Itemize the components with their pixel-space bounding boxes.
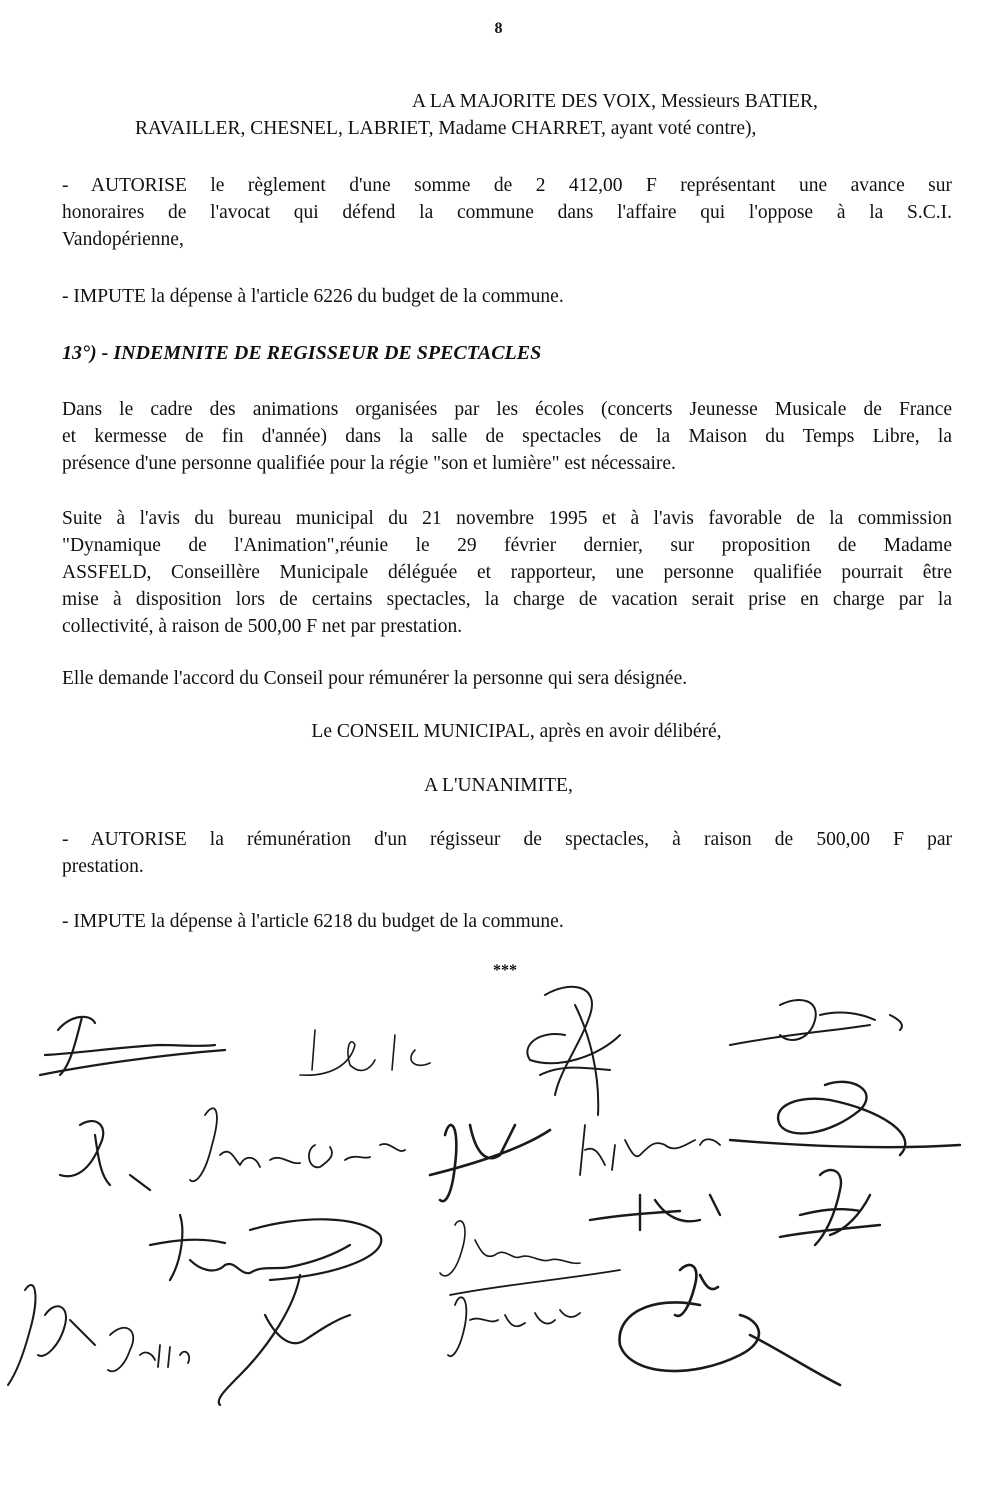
signature	[527, 987, 620, 1115]
signature	[300, 1030, 430, 1075]
signature	[580, 1125, 720, 1175]
signature	[60, 1121, 150, 1190]
proposal-paragraph-line2: "Dynamique de l'Animation",réunie le 29 février dernier, sur proposition de Madame	[62, 535, 952, 556]
intro-paragraph-line1: Dans le cadre des animations organisées par les écoles (concerts Jeunesse Musicale de France	[62, 399, 952, 420]
request-paragraph: Elle demande l'accord du Conseil pour rémunérer la personne qui sera désignée.	[62, 668, 688, 689]
autorise-payment-line2: honoraires de l'avocat qui défend la commune dans l'affaire qui l'oppose à la S.C.I.	[62, 202, 952, 223]
signature	[150, 1215, 381, 1280]
signature	[440, 1221, 580, 1276]
section-title: 13°) - INDEMNITE DE REGISSEUR DE SPECTACLES	[62, 342, 542, 364]
signature	[40, 1017, 225, 1075]
signature	[108, 1328, 189, 1372]
signatures-block	[0, 975, 997, 1500]
conseil-deliberation: Le CONSEIL MUNICIPAL, après en avoir délibéré,	[311, 721, 722, 742]
intro-paragraph-line2: et kermesse de fin d'année) dans la salle de spectacles de la Maison du Temps Libre, la	[62, 426, 952, 447]
page-number: 8	[494, 20, 503, 37]
signature	[780, 1170, 880, 1245]
signature	[448, 1270, 620, 1356]
signature	[430, 1125, 550, 1201]
autorise-payment-line3: Vandopérienne,	[62, 229, 184, 250]
autorise-payment-line1: - AUTORISE le règlement d'une somme de 2 412,00 F représentant une avance sur	[62, 175, 952, 196]
separator-stars: ***	[493, 962, 517, 979]
signature	[620, 1265, 840, 1385]
proposal-paragraph-line4: mise à disposition lors de certains spectacles, la charge de vacation serait prise en charge par la	[62, 589, 952, 610]
signature	[219, 1275, 350, 1405]
impute-6226: - IMPUTE la dépense à l'article 6226 du budget de la commune.	[62, 286, 564, 307]
impute-6218: - IMPUTE la dépense à l'article 6218 du budget de la commune.	[62, 911, 564, 932]
signature	[730, 1000, 902, 1045]
proposal-paragraph-line5: collectivité, à raison de 500,00 F net par prestation.	[62, 616, 463, 637]
signature	[8, 1285, 95, 1385]
proposal-paragraph-line1: Suite à l'avis du bureau municipal du 21 novembre 1995 et à l'avis favorable de la commission	[62, 508, 952, 529]
signature	[190, 1108, 405, 1181]
vote-result-line2: RAVAILLER, CHESNEL, LABRIET, Madame CHARRET, ayant voté contre),	[135, 118, 757, 139]
intro-paragraph-line3: présence d'une personne qualifiée pour la régie "son et lumière" est nécessaire.	[62, 453, 676, 474]
proposal-paragraph-line3: ASSFELD, Conseillère Municipale déléguée et rapporteur, une personne qualifiée pourrait être	[62, 562, 952, 583]
autorise-remuneration-line2: prestation.	[62, 856, 144, 877]
signature	[590, 1195, 720, 1230]
unanimite-heading: A L'UNANIMITE,	[424, 775, 573, 796]
autorise-remuneration-line1: - AUTORISE la rémunération d'un régisseur de spectacles, à raison de 500,00 F par	[62, 829, 952, 850]
signature	[730, 1082, 960, 1155]
vote-result-line1: A LA MAJORITE DES VOIX, Messieurs BATIER,	[412, 91, 818, 112]
